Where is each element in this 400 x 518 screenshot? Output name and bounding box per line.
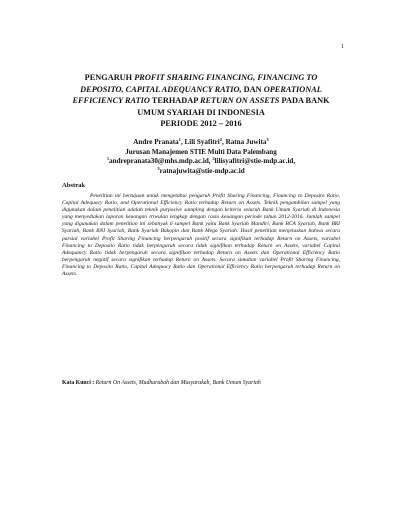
email-superscript: 3 (157, 165, 160, 171)
author-name: , Ratna Juwita (222, 138, 267, 146)
author-block (60, 138, 342, 176)
title-part-italic: OPERATIONAL EFFICIENCY RATIO (72, 84, 322, 105)
author-name: , Lili Syafitri (180, 138, 220, 146)
email-superscript: 2 (212, 156, 215, 162)
title-part: DAN (241, 84, 264, 94)
title-part: PADA BANK UMUM SYARIAH DI INDONESIA (137, 96, 330, 117)
author-emails-2 (60, 167, 342, 177)
author-email: lilisyafitri@stie-mdp.ac.id, (214, 157, 296, 166)
author-superscript: 3 (266, 137, 269, 142)
title-part-italic: PROFIT SHARING FINANCING, FINANCING TO DEPOSITO, CAPITAL ADEQUANCY RATIO, (80, 73, 318, 94)
title-period: PERIODE 2012 – 2016 (160, 119, 242, 128)
author-email: ratnajuwita@stie-mdp.ac.id (159, 166, 245, 175)
author-superscript: 1 (178, 137, 181, 142)
abstract-body: Penelitian ini bertujuan untuk mengetahui pengaruh Profit Sharing Financing, Financing to Deposito Ratio, Capital Adequacy Ratio, and Operational Efficiency Ratio terhadap Return on Assets. Teknik pengambilan sampel yang digunakan dalam penelitian adalah teknik purposive sampling dengan kriteria seluruh Bank Umum Syariah di Indonesia yang menyediakan laporan keuangan triwulan lengkap dengan rasio keuangan periode tahun 2012-2016. Jumlah sampel yang digunakan dalam penelitian ini sebanyak 6 sampel Bank yaitu Bank Syariah Mandiri, Bank BCA Syariah, Bank BRI Syariah, Bank BNI Syariah, Bank Syariah Bukopin dan Bank Mega Syariah. Hasil penelitian menjelaskan bahwa secara parsial variabel Profit Sharing Financing berpengaruh positif secara signifikan terhadap Return on Assets, variabel Financing to Deposito Ratio tidak berpengaruh secara tidak signifikan terhadap Return on Assets, variabel Capital Adequancy Ratio tidak berpengaruh secara signifikan terhadap Return on Assets dan Operational Efficiency Ratio berpengaruh negatif secara signifikan terhadap Return on Assets. Secara simultan variabel Profit Sharing Financing, Financing to Deposito Ratio, Capital Adequacy Ratio dan Operational Efficiency Ratio berpengaruh terhadap Return on Assets. (62, 193, 340, 278)
author-emails (60, 157, 342, 167)
author-email: andrepranata30@mhs.mdp.ac.id, (109, 157, 213, 166)
email-superscript: 1 (106, 156, 110, 162)
author-superscript: 2 (219, 137, 223, 142)
page-number: 1 (341, 44, 344, 50)
keywords-label: Kata Kunci : (62, 380, 95, 386)
author-affiliation: Jurusan Manajemen STIE Multi Data Palembang (125, 147, 277, 156)
title-part: TERHADAP (149, 96, 200, 105)
paper-title (62, 72, 340, 130)
author-name: Andre Pranata (133, 138, 179, 146)
title-part: PENGARUH (84, 73, 135, 82)
title-part-italic: RETURN ON ASSETS (199, 96, 280, 105)
abstract-heading: Abstrak (62, 182, 86, 189)
keywords (62, 380, 352, 387)
author-names (60, 138, 342, 148)
keywords-text: Return On Assets, Mudharabah dan Musyarakah, Bank Umum Syariah (94, 380, 261, 386)
